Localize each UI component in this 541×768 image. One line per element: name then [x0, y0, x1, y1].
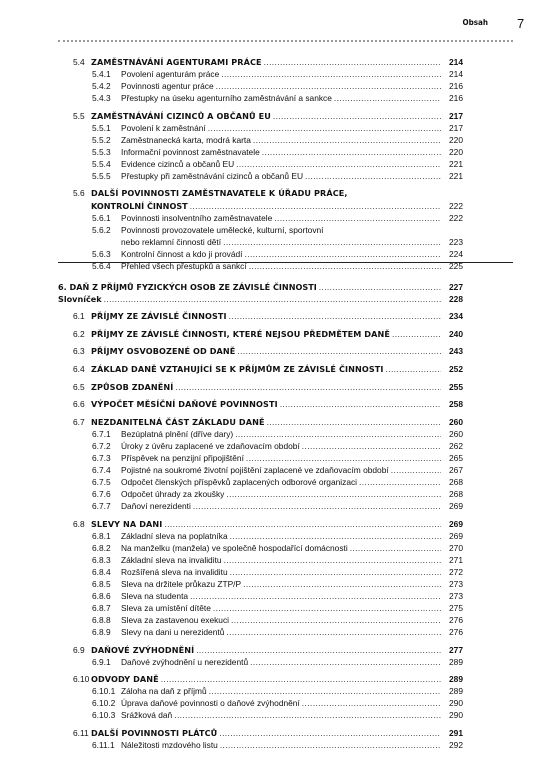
toc-entry-page: 221	[449, 170, 463, 181]
running-header	[58, 18, 488, 32]
toc-leader-dots	[262, 146, 441, 158]
toc-entry	[58, 248, 463, 260]
toc-entry-title: ODVODY DANĚ	[91, 674, 159, 685]
toc-entry-page: 214	[449, 57, 463, 67]
toc-entry-number: 6.8.9	[92, 626, 111, 637]
toc-entry-title: Přestupky na úseku agenturního zaměstnávání a sankce	[121, 93, 332, 104]
toc-entry	[58, 626, 463, 638]
toc-entry-title: ZAMĚSTNÁVÁNÍ CIZINCŮ A OBČANŮ EU	[91, 110, 271, 121]
toc-entry-page: 255	[449, 381, 463, 392]
toc-entry	[58, 476, 463, 488]
toc-entry-title: Sleva na studenta	[121, 590, 189, 601]
page-number: 7	[517, 16, 525, 31]
toc-entry-title: DALŠÍ POVINNOSTI PLÁTCŮ	[91, 727, 218, 738]
toc-entry	[58, 310, 463, 322]
toc-leader-dots	[236, 158, 441, 170]
toc-leader-dots	[359, 476, 441, 488]
toc-entry-title: 6. DAŇ Z PŘÍJMŮ FYZICKÝCH OSOB ZE ZÁVISLÉ ČINNOSTI	[58, 281, 317, 292]
toc-entry-page: 217	[449, 122, 463, 133]
toc-entry-number: 6.7.3	[92, 452, 111, 463]
toc-entry	[58, 56, 463, 68]
toc-entry-title: PŘÍJMY ZE ZÁVISLÉ ČINNOSTI, KTERÉ NEJSOU PŘEDMĚTEM DANĚ	[91, 328, 390, 339]
toc-entry-page: 228	[449, 293, 463, 304]
toc-entry-page: 243	[449, 346, 463, 357]
toc-leader-dots	[305, 170, 441, 182]
toc-entry-title: Pojistné na soukromé životní pojištění zaplacené ve zdaňovacím období	[121, 464, 389, 475]
toc-entry	[58, 68, 463, 80]
toc-entry-title: ZPŮSOB ZDANĚNÍ	[91, 381, 174, 392]
toc-entry-title: Povolení k zaměstnání	[121, 122, 206, 133]
toc-entry-title: Informační povinnost zaměstnavatele	[121, 146, 260, 157]
toc-entry-page: 289	[449, 656, 463, 667]
toc-entry	[58, 170, 463, 182]
toc-leader-dots	[391, 464, 441, 476]
toc-entry	[58, 614, 463, 626]
toc-leader-dots	[319, 281, 441, 293]
toc-entry-number: 5.6	[73, 188, 85, 199]
toc-entry	[58, 236, 463, 248]
toc-entry-title: PŘÍJMY OSVOBOZENÉ OD DANĚ	[91, 346, 236, 357]
toc-entry-title: Zaměstnanecká karta, modrá karta	[121, 134, 251, 145]
toc-leader-dots	[226, 488, 441, 500]
toc-leader-dots	[229, 310, 441, 322]
toc-entry-page: 275	[449, 602, 463, 613]
toc-entry	[58, 134, 463, 146]
toc-entry-page: 289	[449, 686, 463, 697]
toc-entry-page: 265	[449, 452, 463, 463]
toc-entry-page: 220	[449, 134, 463, 145]
table-of-contents	[58, 56, 463, 751]
toc-entry	[58, 200, 463, 212]
toc-leader-dots	[208, 122, 441, 134]
toc-entry	[58, 644, 463, 656]
toc-entry-page: 269	[449, 501, 463, 511]
toc-entry-title: ZAMĚSTNÁVÁNÍ AGENTURAMI PRÁCE	[91, 57, 262, 67]
toc-entry-title: Povinnosti agentur práce	[121, 81, 214, 92]
toc-entry-number: 5.6.4	[92, 260, 111, 271]
toc-entry-number: 6.6	[73, 399, 85, 410]
toc-entry-page: 269	[449, 518, 463, 529]
toc-entry-number: 6.8.2	[92, 542, 111, 553]
toc-entry-number: 6.8.6	[92, 590, 111, 601]
toc-entry	[58, 673, 463, 685]
toc-leader-dots	[250, 656, 441, 668]
toc-entry	[58, 416, 463, 428]
toc-entry	[58, 500, 463, 512]
toc-entry-title: Povinnosti provozovatele umělecké, kulturní, sportovní	[121, 224, 324, 235]
toc-leader-dots	[386, 363, 442, 375]
toc-entry-title: Slovníček	[58, 293, 102, 304]
toc-entry	[58, 685, 463, 697]
toc-entry-number: 6.5	[73, 381, 85, 392]
toc-entry-page: 216	[449, 81, 463, 92]
toc-entry-number: 6.7.7	[92, 501, 111, 511]
toc-entry-page: 290	[449, 698, 463, 709]
toc-entry-number: 6.8.7	[92, 602, 111, 613]
toc-entry-number: 5.4.1	[92, 69, 111, 80]
toc-leader-dots	[249, 260, 441, 272]
toc-entry-page: 277	[449, 644, 463, 655]
toc-leader-dots	[175, 381, 441, 393]
toc-entry-page: 260	[449, 428, 463, 439]
toc-entry	[58, 281, 463, 293]
toc-entry-page: 291	[449, 727, 463, 738]
toc-leader-dots	[219, 727, 441, 739]
toc-entry-title: SLEVY NA DANI	[91, 518, 163, 529]
toc-entry-page: 221	[449, 158, 463, 169]
toc-leader-dots	[264, 56, 441, 68]
toc-entry-page: 276	[449, 626, 463, 637]
toc-entry-number: 6.10.2	[92, 698, 116, 709]
toc-entry	[58, 224, 463, 236]
toc-entry-title: Náležitosti mzdového listu	[121, 739, 218, 750]
toc-leader-dots	[243, 578, 441, 590]
toc-entry	[58, 363, 463, 375]
toc-entry-title: Daňové zvýhodnění u nerezidentů	[121, 656, 249, 667]
toc-leader-dots	[164, 518, 441, 530]
toc-entry-title: Základní sleva na invaliditu	[121, 554, 222, 565]
toc-entry-page: 220	[449, 146, 463, 157]
toc-leader-dots	[226, 626, 441, 638]
toc-leader-dots	[267, 416, 441, 428]
toc-entry-title: Sleva na držitele průkazu ZTP/P	[121, 578, 242, 589]
toc-entry-number: 6.8.3	[92, 554, 111, 565]
toc-entry-title: Na manželku (manžela) ve společně hospodařící domácnosti	[121, 542, 348, 553]
toc-entry	[58, 381, 463, 393]
toc-entry	[58, 488, 463, 500]
toc-entry-number: 5.6.3	[92, 248, 111, 259]
toc-leader-dots	[213, 602, 441, 614]
toc-entry-page: 290	[449, 710, 463, 721]
toc-entry-number: 6.2	[73, 328, 85, 339]
toc-entry-title: Evidence cizinců a občanů EU	[121, 158, 235, 169]
toc-entry	[58, 440, 463, 452]
toc-entry-number: 6.11	[73, 727, 89, 738]
toc-entry	[58, 110, 463, 122]
toc-entry-number: 6.7	[73, 416, 85, 427]
toc-entry-page: 252	[449, 364, 463, 375]
toc-entry-title: Sleva za zastavenou exekuci	[121, 614, 230, 625]
toc-entry-title: DAŇOVÉ ZVÝHODNĚNÍ	[91, 644, 195, 655]
toc-entry-page: 292	[449, 739, 463, 750]
toc-entry-title: Daňoví nerezidenti	[121, 501, 191, 511]
toc-entry-title: Slevy na dani u nerezidentů	[121, 626, 225, 637]
toc-entry-number: 6.8.4	[92, 566, 111, 577]
toc-leader-dots	[302, 440, 441, 452]
toc-entry-number: 5.5	[73, 110, 85, 121]
toc-entry-title: Povinnosti insolventního zaměstnavatele	[121, 212, 273, 223]
toc-leader-dots	[104, 293, 441, 305]
toc-entry-title: Odpočet úhrady za zkoušky	[121, 488, 225, 499]
toc-leader-dots	[235, 428, 441, 440]
toc-entry	[58, 602, 463, 614]
toc-leader-dots	[221, 68, 441, 80]
running-header-title: Obsah	[462, 18, 488, 27]
toc-entry-title: Přehled všech přestupků a sankcí	[121, 260, 247, 271]
toc-entry-number: 5.5.1	[92, 122, 111, 133]
toc-entry	[58, 122, 463, 134]
toc-leader-dots	[220, 739, 441, 751]
toc-entry-page: 223	[449, 236, 463, 247]
toc-entry-number: 5.5.5	[92, 170, 111, 181]
toc-leader-dots	[392, 328, 441, 340]
toc-entry	[58, 697, 463, 709]
toc-leader-dots	[196, 644, 441, 656]
toc-entry-page: 267	[449, 464, 463, 475]
toc-leader-dots	[174, 709, 441, 721]
toc-entry-page: 227	[449, 281, 463, 292]
toc-entry	[58, 398, 463, 410]
toc-entry-page: 273	[449, 590, 463, 601]
toc-leader-dots	[230, 566, 441, 578]
toc-entry-title: KONTROLNÍ ČINNOST	[91, 200, 188, 211]
toc-entry-page: 272	[449, 566, 463, 577]
toc-entry	[58, 293, 463, 305]
toc-entry-number: 6.1	[73, 311, 85, 322]
toc-entry	[58, 158, 463, 170]
toc-leader-dots	[209, 685, 441, 697]
toc-leader-dots	[230, 530, 441, 542]
toc-leader-dots	[350, 542, 441, 554]
toc-leader-dots	[161, 673, 441, 685]
toc-entry-page: 268	[449, 476, 463, 487]
toc-leader-dots	[274, 212, 441, 224]
toc-entry-number: 6.8.1	[92, 530, 111, 541]
toc-entry-number: 6.3	[73, 346, 85, 357]
toc-entry-page: 240	[449, 328, 463, 339]
toc-entry-title: NEZDANITELNÁ ČÁST ZÁKLADU DANĚ	[91, 416, 265, 427]
toc-entry-title: Povolení agenturám práce	[121, 69, 220, 80]
toc-entry	[58, 464, 463, 476]
toc-entry	[58, 578, 463, 590]
toc-entry	[58, 518, 463, 530]
toc-entry-number: 6.4	[73, 364, 85, 375]
toc-entry-number: 5.5.4	[92, 158, 111, 169]
toc-entry-page: 225	[449, 260, 463, 271]
toc-entry	[58, 590, 463, 602]
toc-leader-dots	[302, 697, 441, 709]
toc-entry	[58, 345, 463, 357]
toc-entry	[58, 530, 463, 542]
toc-entry-title: Odpočet členských příspěvků zaplacených odborové organizaci	[121, 476, 358, 487]
toc-entry-title: Úroky z úvěru zaplacené ve zdaňovacím období	[121, 440, 300, 451]
toc-entry	[58, 428, 463, 440]
toc-leader-dots	[193, 500, 441, 512]
toc-leader-dots	[280, 398, 441, 410]
toc-entry-number: 6.9	[73, 644, 85, 655]
toc-entry-number: 6.9.1	[92, 656, 111, 667]
toc-entry	[58, 542, 463, 554]
toc-entry-page: 270	[449, 542, 463, 553]
toc-entry-number: 6.7.4	[92, 464, 111, 475]
toc-entry	[58, 554, 463, 566]
toc-entry-page: 289	[449, 674, 463, 685]
toc-leader-dots	[223, 236, 441, 248]
toc-entry-title: Rozšířená sleva na invaliditu	[121, 566, 228, 577]
toc-leader-dots	[246, 452, 441, 464]
toc-entry-page: 273	[449, 578, 463, 589]
toc-entry-number: 6.10.1	[92, 686, 116, 697]
toc-leader-dots	[190, 200, 441, 212]
toc-leader-dots	[245, 248, 441, 260]
toc-entry-title: Sleva za umístění dítěte	[121, 602, 211, 613]
toc-entry-title: Srážková daň	[121, 710, 173, 721]
toc-entry-page: 262	[449, 440, 463, 451]
toc-entry-page: 234	[449, 311, 463, 322]
toc-leader-dots	[224, 554, 441, 566]
toc-entry-page: 260	[449, 416, 463, 427]
toc-entry-number: 6.7.5	[92, 476, 111, 487]
toc-entry	[58, 187, 463, 199]
toc-entry-number: 5.6.1	[92, 212, 111, 223]
toc-entry-number: 6.11.1	[92, 739, 115, 750]
toc-entry-title: nebo reklamní činnosti dětí	[121, 236, 222, 247]
toc-leader-dots	[190, 590, 441, 602]
toc-entry-number: 5.4.2	[92, 81, 111, 92]
toc-entry-number: 5.4.3	[92, 93, 111, 104]
toc-entry-number: 5.6.2	[92, 224, 111, 235]
toc-entry-page: 258	[449, 399, 463, 410]
toc-entry-number: 5.5.2	[92, 134, 111, 145]
toc-entry	[58, 80, 463, 92]
toc-entry-page: 268	[449, 488, 463, 499]
toc-entry	[58, 92, 463, 104]
toc-leader-dots	[231, 614, 441, 626]
toc-entry-title: Kontrolní činnost a kdo ji provádí	[121, 248, 243, 259]
toc-entry-number: 5.4	[73, 57, 85, 67]
toc-entry-title: DALŠÍ POVINNOSTI ZAMĚSTNAVATELE K ÚŘADU PRÁCE,	[91, 188, 348, 199]
header-dotted-rule	[58, 40, 513, 42]
toc-entry	[58, 260, 463, 272]
toc-entry-page: 222	[449, 212, 463, 223]
toc-entry-number: 6.8.8	[92, 614, 111, 625]
toc-entry-page: 276	[449, 614, 463, 625]
toc-entry-page: 216	[449, 93, 463, 104]
toc-entry	[58, 739, 463, 751]
toc-entry-number: 6.8	[73, 518, 85, 529]
toc-entry-number: 6.7.6	[92, 488, 111, 499]
toc-entry-page: 271	[449, 554, 463, 565]
toc-entry-title: Základní sleva na poplatníka	[121, 530, 228, 541]
toc-entry-title: Přestupky při zaměstnávání cizinců a občanů EU	[121, 170, 304, 181]
toc-entry	[58, 566, 463, 578]
toc-leader-dots	[334, 92, 441, 104]
toc-entry	[58, 656, 463, 668]
toc-leader-dots	[216, 80, 441, 92]
toc-entry-page: 222	[449, 200, 463, 211]
toc-entry	[58, 328, 463, 340]
toc-entry-page: 214	[449, 69, 463, 80]
toc-entry	[58, 709, 463, 721]
toc-entry-title: Bezúplatná plnění (dříve dary)	[121, 428, 234, 439]
toc-leader-dots	[253, 134, 441, 146]
toc-entry	[58, 452, 463, 464]
toc-entry-title: Příspěvek na penzijní připojištění	[121, 452, 244, 463]
toc-entry-number: 6.10	[73, 674, 90, 685]
toc-entry-page: 269	[449, 530, 463, 541]
toc-entry-number: 5.5.3	[92, 146, 111, 157]
toc-entry-number: 6.8.5	[92, 578, 111, 589]
toc-entry-title: Záloha na daň z příjmů	[121, 686, 207, 697]
toc-entry-title: VÝPOČET MĚSÍČNÍ DAŇOVÉ POVINNOSTI	[91, 399, 278, 410]
toc-entry-number: 6.7.2	[92, 440, 111, 451]
toc-entry-title: Úprava daňové povinnosti o daňové zvýhodnění	[121, 698, 300, 709]
toc-entry	[58, 727, 463, 739]
toc-leader-dots	[237, 345, 441, 357]
toc-entry-title: ZÁKLAD DANĚ VZTAHUJÍCÍ SE K PŘÍJMŮM ZE ZÁVISLÉ ČINNOSTI	[91, 364, 384, 375]
toc-entry	[58, 146, 463, 158]
toc-entry-page: 217	[449, 110, 463, 121]
toc-entry-number: 6.10.3	[92, 710, 116, 721]
toc-entry	[58, 212, 463, 224]
toc-leader-dots	[273, 110, 441, 122]
toc-entry-number: 6.7.1	[92, 428, 111, 439]
toc-entry-page: 224	[449, 248, 463, 259]
toc-entry-title: PŘÍJMY ZE ZÁVISLÉ ČINNOSTI	[91, 311, 227, 322]
